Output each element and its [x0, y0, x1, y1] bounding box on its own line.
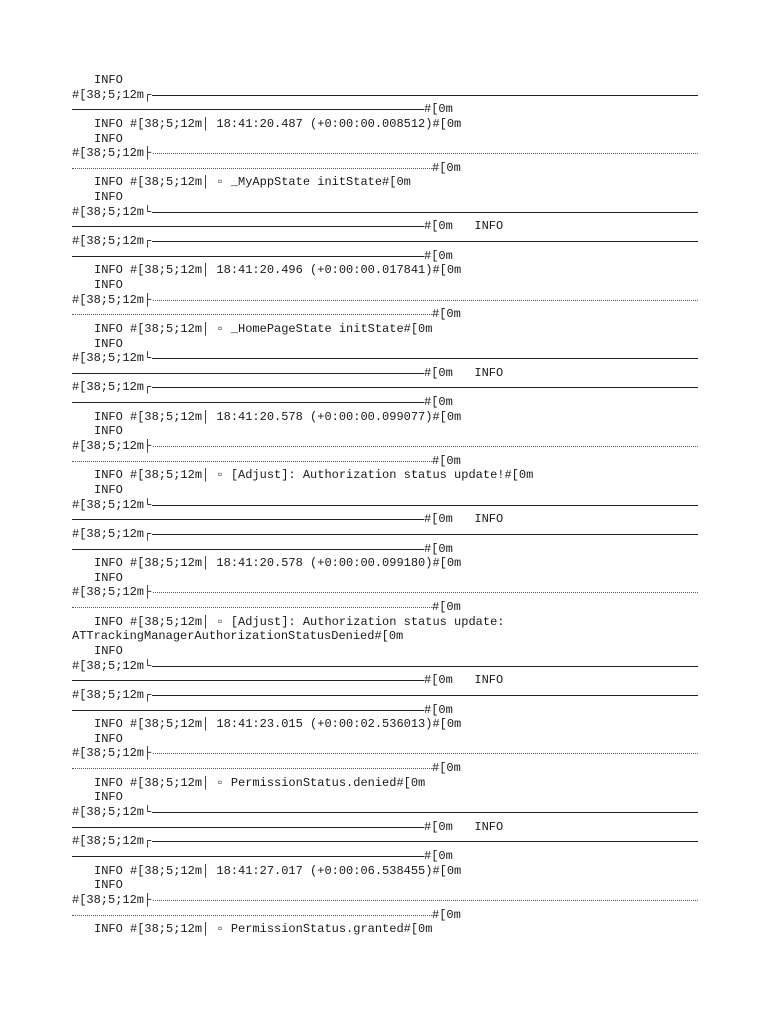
log-box-end-line [72, 512, 698, 527]
dashed-separator [72, 153, 698, 154]
log-box-top-line [72, 527, 698, 542]
log-line-text: INFO [94, 131, 123, 146]
log-box-end-line [72, 102, 698, 117]
log-line [72, 424, 698, 439]
log-line-prefix: #[38;5;12m┌ [72, 87, 152, 102]
log-line-text: INFO [94, 482, 123, 497]
log-line-prefix: #[38;5;12m├ [72, 892, 152, 907]
log-line-text: INFO #[38;5;12m│ 18:41:20.578 (+0:00:00.099077)#[0m [94, 409, 462, 424]
log-line-text: INFO #[38;5;12m│ 18:41:27.017 (+0:00:06.538455)#[0m [94, 863, 462, 878]
log-line-text: INFO [94, 190, 123, 205]
solid-separator [72, 109, 424, 110]
log-box-top-line [72, 834, 698, 849]
log-box-top-line [72, 659, 698, 674]
log-line [72, 571, 698, 586]
solid-separator [72, 680, 424, 681]
log-line-suffix: #[0m [432, 160, 461, 175]
log-line [72, 117, 698, 132]
log-box-end-line [72, 542, 698, 557]
solid-separator [72, 505, 698, 506]
dashed-separator [72, 900, 698, 901]
log-line [72, 483, 698, 498]
solid-separator [72, 534, 698, 535]
log-line [72, 190, 698, 205]
solid-separator [72, 373, 424, 374]
log-line-suffix: #[0m INFO [424, 365, 504, 380]
log-line-prefix: #[38;5;12m┌ [72, 687, 152, 702]
log-line-text: INFO #[38;5;12m│ ▫ [Adjust]: Authorization status update: [94, 614, 505, 629]
solid-separator [72, 226, 424, 227]
solid-separator [72, 358, 698, 359]
log-line [72, 732, 698, 747]
solid-separator [72, 519, 424, 520]
log-box-top-line [72, 498, 698, 513]
log-line-prefix: #[38;5;12m├ [72, 585, 152, 600]
log-line [72, 468, 698, 483]
log-line-suffix: #[0m INFO [424, 219, 504, 234]
solid-separator [72, 666, 698, 667]
console-log [72, 73, 698, 937]
log-line-suffix: #[0m [424, 541, 453, 556]
log-box-top-line [72, 893, 698, 908]
log-box-end-line [72, 673, 698, 688]
dashed-separator [72, 168, 432, 169]
log-box-end-line [72, 820, 698, 835]
log-box-top-line [72, 380, 698, 395]
log-line-prefix: #[38;5;12m├ [72, 146, 152, 161]
log-box-top-line [72, 585, 698, 600]
log-line-text: INFO #[38;5;12m│ 18:41:20.578 (+0:00:00.099180)#[0m [94, 556, 462, 571]
dashed-separator [72, 592, 698, 593]
solid-separator [72, 710, 424, 711]
log-line [72, 410, 698, 425]
solid-separator [72, 387, 698, 388]
log-line-suffix: #[0m [424, 248, 453, 263]
log-line-suffix: #[0m [432, 600, 461, 615]
log-line-text: INFO [94, 731, 123, 746]
log-box-end-line [72, 600, 698, 615]
log-line-text: INFO #[38;5;12m│ 18:41:20.487 (+0:00:00.008512)#[0m [94, 116, 462, 131]
log-line-suffix: #[0m [432, 307, 461, 322]
log-line [72, 878, 698, 893]
log-line [72, 175, 698, 190]
log-line-text: INFO [94, 424, 123, 439]
log-line [72, 278, 698, 293]
log-box-end-line [72, 761, 698, 776]
log-line [72, 322, 698, 337]
log-line-text: INFO #[38;5;12m│ ▫ [Adjust]: Authorization status update!#[0m [94, 468, 534, 483]
solid-separator [72, 402, 424, 403]
log-line-prefix: #[38;5;12m┌ [72, 526, 152, 541]
log-box-top-line [72, 234, 698, 249]
log-box-end-line [72, 908, 698, 923]
solid-separator [72, 827, 424, 828]
log-box-end-line [72, 249, 698, 264]
log-box-end-line [72, 307, 698, 322]
log-box-end-line [72, 703, 698, 718]
log-line-text: INFO [94, 643, 123, 658]
log-line [72, 717, 698, 732]
log-line-text: INFO [94, 73, 123, 87]
log-line [72, 776, 698, 791]
log-line-suffix: #[0m [424, 848, 453, 863]
log-line [72, 263, 698, 278]
log-line-suffix: #[0m [424, 702, 453, 717]
log-line-prefix: #[38;5;12m└ [72, 351, 152, 366]
log-line [72, 615, 698, 630]
log-line-prefix: #[38;5;12m├ [72, 439, 152, 454]
log-line-prefix: #[38;5;12m└ [72, 204, 152, 219]
dashed-separator [72, 607, 432, 608]
log-line-prefix: #[38;5;12m└ [72, 658, 152, 673]
solid-separator [72, 212, 698, 213]
log-line [72, 790, 698, 805]
dashed-separator [72, 753, 698, 754]
log-box-top-line [72, 746, 698, 761]
log-line-prefix: #[38;5;12m┌ [72, 834, 152, 849]
log-line-prefix: #[38;5;12m├ [72, 746, 152, 761]
log-line-suffix: #[0m INFO [424, 673, 504, 688]
solid-separator [72, 549, 424, 550]
log-line-text: INFO [94, 570, 123, 585]
log-line [72, 922, 698, 937]
log-box-top-line [72, 439, 698, 454]
log-box-top-line [72, 293, 698, 308]
dashed-separator [72, 314, 432, 315]
solid-separator [72, 241, 698, 242]
log-line-text: INFO #[38;5;12m│ 18:41:20.496 (+0:00:00.017841)#[0m [94, 263, 462, 278]
dashed-separator [72, 768, 432, 769]
log-box-end-line [72, 395, 698, 410]
log-line [72, 864, 698, 879]
log-line-suffix: #[0m [432, 453, 461, 468]
log-box-end-line [72, 161, 698, 176]
dashed-separator [72, 300, 698, 301]
log-line [72, 556, 698, 571]
solid-separator [72, 95, 698, 96]
log-box-top-line [72, 205, 698, 220]
log-box-end-line [72, 849, 698, 864]
log-line [72, 337, 698, 352]
log-line-prefix: #[38;5;12m┌ [72, 380, 152, 395]
log-line-text: INFO [94, 336, 123, 351]
log-line-suffix: #[0m INFO [424, 512, 504, 527]
log-line-text: INFO [94, 878, 123, 893]
solid-separator [72, 841, 698, 842]
log-line-prefix: #[38;5;12m┌ [72, 234, 152, 249]
log-line-suffix: #[0m [424, 102, 453, 117]
log-line-suffix: #[0m [424, 395, 453, 410]
log-line-prefix: #[38;5;12m├ [72, 292, 152, 307]
log-box-end-line [72, 454, 698, 469]
solid-separator [72, 812, 698, 813]
log-box-top-line [72, 88, 698, 103]
log-line-text: INFO #[38;5;12m│ ▫ _MyAppState initState#[0m [94, 175, 411, 190]
log-line-suffix: #[0m INFO [424, 819, 504, 834]
log-line-text: INFO [94, 277, 123, 292]
log-box-top-line [72, 805, 698, 820]
log-line-text: INFO [94, 790, 123, 805]
log-line-text: INFO #[38;5;12m│ 18:41:23.015 (+0:00:02.536013)#[0m [94, 717, 462, 732]
log-line-text: INFO #[38;5;12m│ ▫ PermissionStatus.denied#[0m [94, 775, 426, 790]
dashed-separator [72, 915, 432, 916]
log-line-suffix: #[0m [432, 761, 461, 776]
solid-separator [72, 856, 424, 857]
log-box-top-line [72, 351, 698, 366]
log-box-top-line [72, 688, 698, 703]
dashed-separator [72, 461, 432, 462]
log-line-prefix: #[38;5;12m└ [72, 497, 152, 512]
log-line [72, 629, 698, 644]
log-line-text: ATTrackingManagerAuthorizationStatusDenied#[0m [72, 629, 404, 644]
log-line-text: INFO #[38;5;12m│ ▫ _HomePageState initState#[0m [94, 321, 433, 336]
solid-separator [72, 256, 424, 257]
log-line [72, 644, 698, 659]
log-line [72, 73, 698, 88]
log-box-end-line [72, 366, 698, 381]
solid-separator [72, 695, 698, 696]
log-line-suffix: #[0m [432, 907, 461, 922]
log-line-prefix: #[38;5;12m└ [72, 805, 152, 820]
dashed-separator [72, 446, 698, 447]
log-line-text: INFO #[38;5;12m│ ▫ PermissionStatus.granted#[0m [94, 922, 433, 937]
log-line [72, 132, 698, 147]
log-box-end-line [72, 219, 698, 234]
log-box-top-line [72, 146, 698, 161]
